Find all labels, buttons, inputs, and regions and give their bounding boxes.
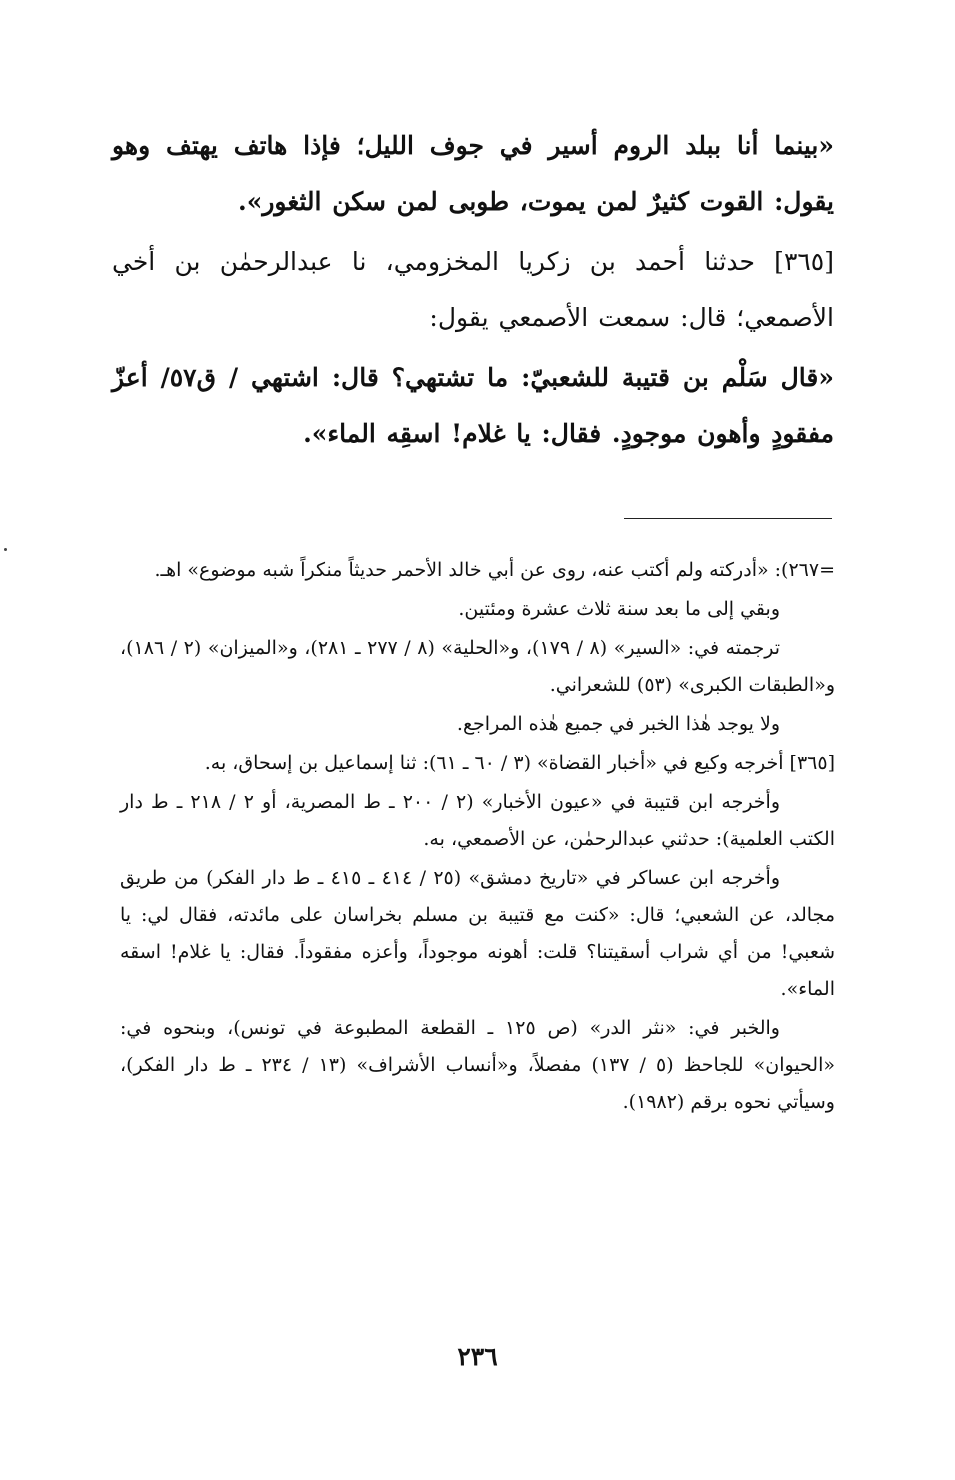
quote-paragraph-2: «قال سَلْم بن قتيبة للشعبيّ: ما تشتهي؟ قال: اشتهي / ق٥٧/ أعزّ مفقودٍ وأهون موجودٍ. فقال: يا غلام! اسقِه الماء». (112, 363, 834, 448)
footnote-line: ترجمته في: «السير» (٨ / ١٧٩)، و«الحلية» (٨ / ٢٧٧ ـ ٢٨١)، و«الميزان» (٢ / ١٨٦)، و«الطبقات الكبرى» (٥٣) للشعراني. (120, 637, 835, 696)
main-text (112, 118, 834, 462)
footnote-line: وأخرجه ابن قتيبة في «عيون الأخبار» (٢ / ٢٠٠ ـ ط المصرية، أو ٢ / ٢١٨ ـ ط دار الكتب العلمية): حدثني عبدالرحمٰن، عن الأصمعي، به. (120, 791, 835, 850)
footnote-line: وأخرجه ابن عساكر في «تاريخ دمشق» (٢٥ / ٤١٤ ـ ٤١٥ ـ ط دار الفكر) من طريق مجالد، عن الشعبي؛ قال: «كنت مع قتيبة بن مسلم بخراسان على مائدته، فقال لي: يا شعبي! من أي شراب أسقيتنا؟ قلت: أهونه موجوداً، وأعزه مفقوداً. فقال: يا غلام! اسقه الماء». (120, 867, 835, 1000)
isnad-paragraph-365: [٣٦٥] حدثنا أحمد بن زكريا المخزومي، نا عبدالرحمٰن بن أخي الأصمعي؛ قال: سمعت الأصمعي يقول: (112, 247, 834, 332)
footnote-line: [٣٦٥] أخرجه وكيع في «أخبار القضاة» (٣ / ٦٠ ـ ٦١): ثنا إسماعيل بن إسحاق، به. (204, 752, 835, 774)
footnote-line: وبقي إلى ما بعد سنة ثلاث عشرة ومئتين. (458, 598, 780, 620)
quote-paragraph-1: «بينما أنا ببلد الروم أسير في جوف الليل؛ فإذا هاتف يهتف وهو يقول: القوت كثيرٌ لمن يموت، طوبى لمن سكن الثغور». (112, 131, 834, 216)
footnote-line: =٢٦٧): «أدركته ولم أكتب عنه، روى عن أبي خالد الأحمر حديثاً منكراً شبه موضوع» اهـ. (154, 559, 835, 581)
footnote-separator (624, 518, 832, 519)
footnote-line: والخبر في: «نثر الدر» (ص ١٢٥ ـ القطعة المطبوعة في تونس)، وبنحوه في: «الحيوان» للجاحظ (٥ / ١٣٧) مفصلاً، و«أنساب الأشراف» (١٣ / ٢٣٤ ـ ط دار الفكر)، وسيأتي نحوه برقم (١٩٨٢). (120, 1017, 835, 1113)
footnotes (120, 552, 835, 1123)
page-number: ٢٣٦ (457, 1342, 498, 1371)
margin-speck (4, 548, 7, 551)
footnote-line: ولا يوجد هٰذا الخبر في جميع هٰذه المراجع. (456, 713, 780, 735)
